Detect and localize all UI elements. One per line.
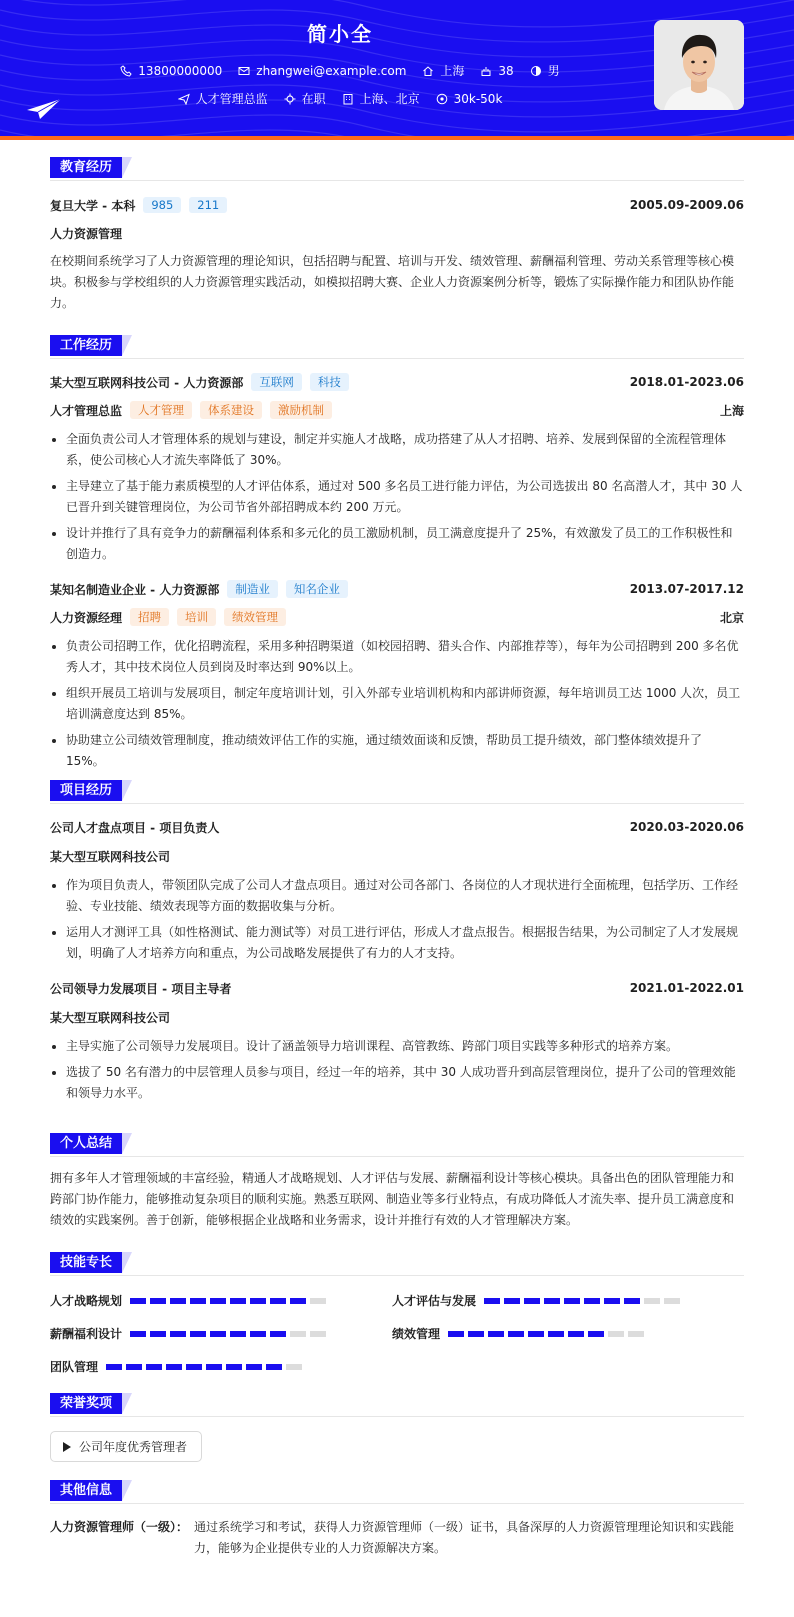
position-tag: 人才管理: [130, 401, 192, 419]
work-bullet: 协助建立公司绩效管理制度，推动绩效评估工作的实施，通过绩效面谈和反馈，帮助员工提升绩效，部门整体绩效提升了 15%。: [50, 730, 744, 772]
header-accent-bar: [0, 136, 794, 140]
work-section: [50, 335, 744, 777]
summary-text: 拥有多年人才管理领域的丰富经验，精通人才战略规划、人才评估与发展、薪酬福利设计等核心模块。具备出色的团队管理能力和跨部门协作能力，能够推动复杂项目的顺利实施。熟悉互联网、制造业等多行业特点，有成功降低人才流失率、提升员工满意度和绩效的实践案例。善于创新，能够根据企业战略和业务需求，设计并推行有效的人才管理解决方案。: [50, 1171, 735, 1227]
skill-segment-filled: [150, 1331, 166, 1337]
skill-segment-filled: [250, 1298, 266, 1304]
salary-item: [436, 90, 503, 107]
section-label: 教育经历: [50, 157, 122, 178]
skill-item: [50, 1325, 326, 1342]
projects-section: [50, 780, 744, 1109]
status-icon: [284, 93, 296, 105]
skill-segment-filled: [270, 1298, 286, 1304]
skill-segment-filled: [130, 1298, 146, 1304]
skill-segment-filled: [568, 1331, 584, 1337]
work-item: [50, 579, 744, 772]
section-label-tail: [122, 1393, 132, 1414]
certificate-text: 通过系统学习和考试，获得人力资源管理师（一级）证书，具备深厚的人力资源管理理论知识和实践能力，能够为企业提供专业的人力资源解决方案。: [194, 1520, 735, 1555]
skill-segment-filled: [206, 1364, 222, 1370]
skill-segment-filled: [186, 1364, 202, 1370]
skill-segment-filled: [468, 1331, 484, 1337]
salary-text: 30k-50k: [453, 91, 503, 106]
project-name: 公司人才盘点项目 - 项目负责人: [50, 820, 220, 835]
other-section: [50, 1480, 744, 1559]
skill-name: 人才战略规划: [50, 1294, 123, 1308]
major-name: 人力资源管理: [50, 226, 123, 241]
section-label: 荣誉奖项: [50, 1393, 122, 1414]
project-org: 某大型互联网科技公司: [50, 849, 171, 864]
skill-segment-filled: [166, 1364, 182, 1370]
skill-segment-filled: [484, 1298, 500, 1304]
phone-text: 13800000000: [138, 63, 223, 78]
gender-item: [530, 62, 560, 79]
company-tag: 互联网: [251, 373, 302, 391]
skill-segment-filled: [544, 1298, 560, 1304]
skill-name: 团队管理: [50, 1360, 99, 1374]
skill-segment-filled: [226, 1364, 242, 1370]
awards-title: [50, 1393, 744, 1417]
email-item: [238, 62, 406, 79]
skill-name: 人才评估与发展: [392, 1294, 477, 1308]
project-header-row: [50, 817, 744, 837]
skill-segment-empty: [310, 1331, 326, 1337]
skill-segment-filled: [190, 1331, 206, 1337]
skill-segment-filled: [524, 1298, 540, 1304]
age-text: 38: [498, 63, 514, 78]
project-item: [50, 978, 744, 1104]
project-item: [50, 817, 744, 964]
work-period: 2018.01-2023.06: [629, 375, 744, 389]
location-item: [422, 62, 464, 79]
skill-item: [392, 1292, 680, 1309]
skill-segment-filled: [624, 1298, 640, 1304]
skill-segment-filled: [146, 1364, 162, 1370]
company-tag: 制造业: [227, 580, 278, 598]
section-label: 工作经历: [50, 335, 122, 356]
phone-item: [120, 62, 222, 79]
skill-segment-filled: [230, 1331, 246, 1337]
work-company-row: [50, 579, 744, 599]
skill-segment-filled: [448, 1331, 464, 1337]
projects-title: [50, 780, 744, 804]
skill-segment-empty: [310, 1298, 326, 1304]
play-triangle-icon: [63, 1442, 71, 1452]
candidate-name: 简小全: [307, 22, 373, 46]
position-tag: 培训: [177, 608, 216, 626]
project-bullets: [50, 1036, 744, 1104]
age-item: [480, 62, 513, 79]
section-label-tail: [122, 780, 132, 801]
skill-segment-filled: [488, 1331, 504, 1337]
contact-row: [0, 62, 680, 79]
skill-segment-filled: [528, 1331, 544, 1337]
email-text: zhangwei@example.com: [256, 63, 407, 78]
project-bullet: 运用人才测评工具（如性格测试、能力测试等）对员工进行评估，形成人才盘点报告。根据报告结果，为公司制定了人才发展规划，明确了人才培养方向和重点，为公司战略发展提供了有力的人才支持。: [50, 922, 744, 964]
skill-segment-filled: [270, 1331, 286, 1337]
project-period: 2021.01-2022.01: [629, 981, 744, 995]
section-label-tail: [122, 1133, 132, 1154]
section-label-tail: [122, 335, 132, 356]
summary-section: [50, 1133, 744, 1231]
work-bullets: [50, 429, 744, 565]
status-text: 在职: [301, 92, 326, 106]
section-label-tail: [122, 157, 132, 178]
project-header-row: [50, 978, 744, 998]
work-city: 上海: [719, 403, 744, 418]
skill-level-bar: [130, 1298, 326, 1304]
skill-segment-filled: [588, 1331, 604, 1337]
skill-segment-filled: [508, 1331, 524, 1337]
skill-segment-filled: [266, 1364, 282, 1370]
skill-segment-empty: [286, 1364, 302, 1370]
work-bullet: 负责公司招聘工作，优化招聘流程，采用多种招聘渠道（如校园招聘、猎头合作、内部推荐等），每年为公司招聘到 200 多名优秀人才，其中技术岗位人员到岗及时率达到 90%以上。: [50, 636, 744, 678]
skill-segment-filled: [126, 1364, 142, 1370]
job-target-item: [178, 90, 268, 107]
work-period: 2013.07-2017.12: [629, 582, 744, 596]
position-name: 人才管理总监: [50, 403, 123, 418]
cake-icon: [480, 65, 492, 77]
skills-section: [50, 1252, 744, 1276]
project-org-row: [50, 846, 744, 866]
job-intent-row: [0, 90, 680, 107]
gender-text: 男: [547, 64, 560, 78]
position-tag: 招聘: [130, 608, 169, 626]
education-title: [50, 157, 744, 181]
skill-segment-filled: [246, 1364, 262, 1370]
skill-segment-filled: [106, 1364, 122, 1370]
education-period: 2005.09-2009.06: [629, 198, 744, 212]
award-name: 公司年度优秀管理者: [79, 1440, 188, 1454]
project-bullet: 选拔了 50 名有潜力的中层管理人员参与项目，经过一年的培养，其中 30 人成功晋升到高层管理岗位，提升了公司的管理效能和领导力水平。: [50, 1062, 744, 1104]
section-label: 个人总结: [50, 1133, 122, 1154]
skill-item: [50, 1292, 326, 1309]
resume-header: [0, 0, 794, 140]
mail-icon: [238, 65, 250, 77]
skill-segment-filled: [504, 1298, 520, 1304]
section-label-tail: [122, 1480, 132, 1501]
work-bullet: 设计并推行了具有竞争力的薪酬福利体系和多元化的员工激励机制，员工满意度提升了 25%，有效激发了员工的工作积极性和创造力。: [50, 523, 744, 565]
company-tag: 知名企业: [286, 580, 348, 598]
skill-item: [392, 1325, 644, 1342]
skill-segment-filled: [210, 1331, 226, 1337]
skill-name: 绩效管理: [392, 1327, 441, 1341]
skill-segment-filled: [130, 1331, 146, 1337]
skill-segment-filled: [230, 1298, 246, 1304]
skill-segment-filled: [210, 1298, 226, 1304]
paper-plane-icon: [26, 98, 62, 120]
skill-name: 薪酬福利设计: [50, 1327, 123, 1341]
skill-segment-filled: [150, 1298, 166, 1304]
skill-item: [50, 1358, 302, 1375]
certificate-row: [50, 1517, 744, 1559]
skill-segment-filled: [170, 1298, 186, 1304]
section-label: 技能专长: [50, 1252, 122, 1273]
work-bullet: 主导建立了基于能力素质模型的人才评估体系，通过对 500 多名员工进行能力评估，为公司选拔出 80 名高潜人才，其中 30 人已晋升到关键管理岗位，为公司节省外部招聘成本约 200 万元。: [50, 476, 744, 518]
phone-icon: [120, 65, 132, 77]
avatar-image: [654, 20, 744, 110]
skill-segment-filled: [290, 1298, 306, 1304]
work-position-row: [50, 607, 744, 627]
award-item[interactable]: [50, 1431, 202, 1462]
school-tag: 211: [189, 197, 227, 213]
skill-segment-filled: [548, 1331, 564, 1337]
school-tag: 985: [143, 197, 181, 213]
work-bullet: 组织开展员工培训与发展项目，制定年度培训计划，引入外部专业培训机构和内部讲师资源，每年培训员工达 1000 人次，员工培训满意度达到 85%。: [50, 683, 744, 725]
work-bullet: 全面负责公司人才管理体系的规划与建设，制定并实施人才战略，成功搭建了从人才招聘、培养、发展到保留的全流程管理体系，使公司核心人才流失率降低了 30%。: [50, 429, 744, 471]
company-name: 某知名制造业企业 - 人力资源部: [50, 582, 220, 597]
skills-title: [50, 1252, 744, 1276]
target-city-text: 上海、北京: [359, 92, 420, 106]
major-row: [50, 223, 744, 243]
project-org-row: [50, 1007, 744, 1027]
position-name: 人力资源经理: [50, 610, 123, 625]
education-description: 在校期间系统学习了人力资源管理的理论知识，包括招聘与配置、培训与开发、绩效管理、薪酬福利管理、劳动关系管理等核心模块。积极参与学校组织的人力资源管理实践活动，如模拟招聘大赛、企业人力资源案例分析等，锻炼了实际操作能力和团队协作能力。: [50, 254, 735, 310]
other-title: [50, 1480, 744, 1504]
project-period: 2020.03-2020.06: [629, 820, 744, 834]
skill-segment-filled: [250, 1331, 266, 1337]
section-label: 项目经历: [50, 780, 122, 801]
work-city: 北京: [719, 610, 744, 625]
location-text: 上海: [440, 64, 465, 78]
project-bullets: [50, 875, 744, 964]
home-icon: [422, 65, 434, 77]
skill-level-bar: [106, 1364, 302, 1370]
company-name: 某大型互联网科技公司 - 人力资源部: [50, 375, 244, 390]
section-label: 其他信息: [50, 1480, 122, 1501]
project-name: 公司领导力发展项目 - 项目主导者: [50, 981, 232, 996]
school-name: 复旦大学 - 本科: [50, 198, 136, 213]
project-bullet: 作为项目负责人，带领团队完成了公司人才盘点项目。通过对公司各部门、各岗位的人才现状进行全面梳理，包括学历、工作经验、专业技能、绩效表现等方面的数据收集与分析。: [50, 875, 744, 917]
skill-segment-empty: [608, 1331, 624, 1337]
certificate-label: 人力资源管理师（一级）：: [50, 1520, 189, 1534]
education-section: [50, 157, 744, 314]
summary-title: [50, 1133, 744, 1157]
skill-segment-empty: [628, 1331, 644, 1337]
skill-segment-empty: [644, 1298, 660, 1304]
skill-segment-empty: [664, 1298, 680, 1304]
building-icon: [342, 93, 354, 105]
work-title: [50, 335, 744, 359]
work-item: [50, 372, 744, 565]
work-position-row: [50, 400, 744, 420]
skill-level-bar: [448, 1331, 644, 1337]
job-target-text: 人才管理总监: [195, 92, 268, 106]
skill-level-bar: [130, 1331, 326, 1337]
work-bullets: [50, 636, 744, 772]
skill-segment-filled: [564, 1298, 580, 1304]
education-header-row: [50, 195, 744, 215]
skill-segment-filled: [170, 1331, 186, 1337]
awards-section: [50, 1393, 744, 1417]
status-item: [284, 90, 326, 107]
skill-segment-filled: [190, 1298, 206, 1304]
section-label-tail: [122, 1252, 132, 1273]
skill-segment-filled: [604, 1298, 620, 1304]
position-tag: 体系建设: [200, 401, 262, 419]
project-bullet: 主导实施了公司领导力发展项目。设计了涵盖领导力培训课程、高管教练、跨部门项目实践等多种形式的培养方案。: [50, 1036, 744, 1057]
send-icon: [178, 93, 190, 105]
skill-segment-filled: [584, 1298, 600, 1304]
target-city-item: [342, 90, 420, 107]
salary-icon: [436, 93, 448, 105]
company-tag: 科技: [310, 373, 349, 391]
skill-segment-empty: [290, 1331, 306, 1337]
skill-level-bar: [484, 1298, 680, 1304]
position-tag: 激励机制: [270, 401, 332, 419]
gender-icon: [530, 65, 542, 77]
position-tag: 绩效管理: [224, 608, 286, 626]
project-org: 某大型互联网科技公司: [50, 1010, 171, 1025]
profile-photo: [654, 20, 744, 110]
work-company-row: [50, 372, 744, 392]
